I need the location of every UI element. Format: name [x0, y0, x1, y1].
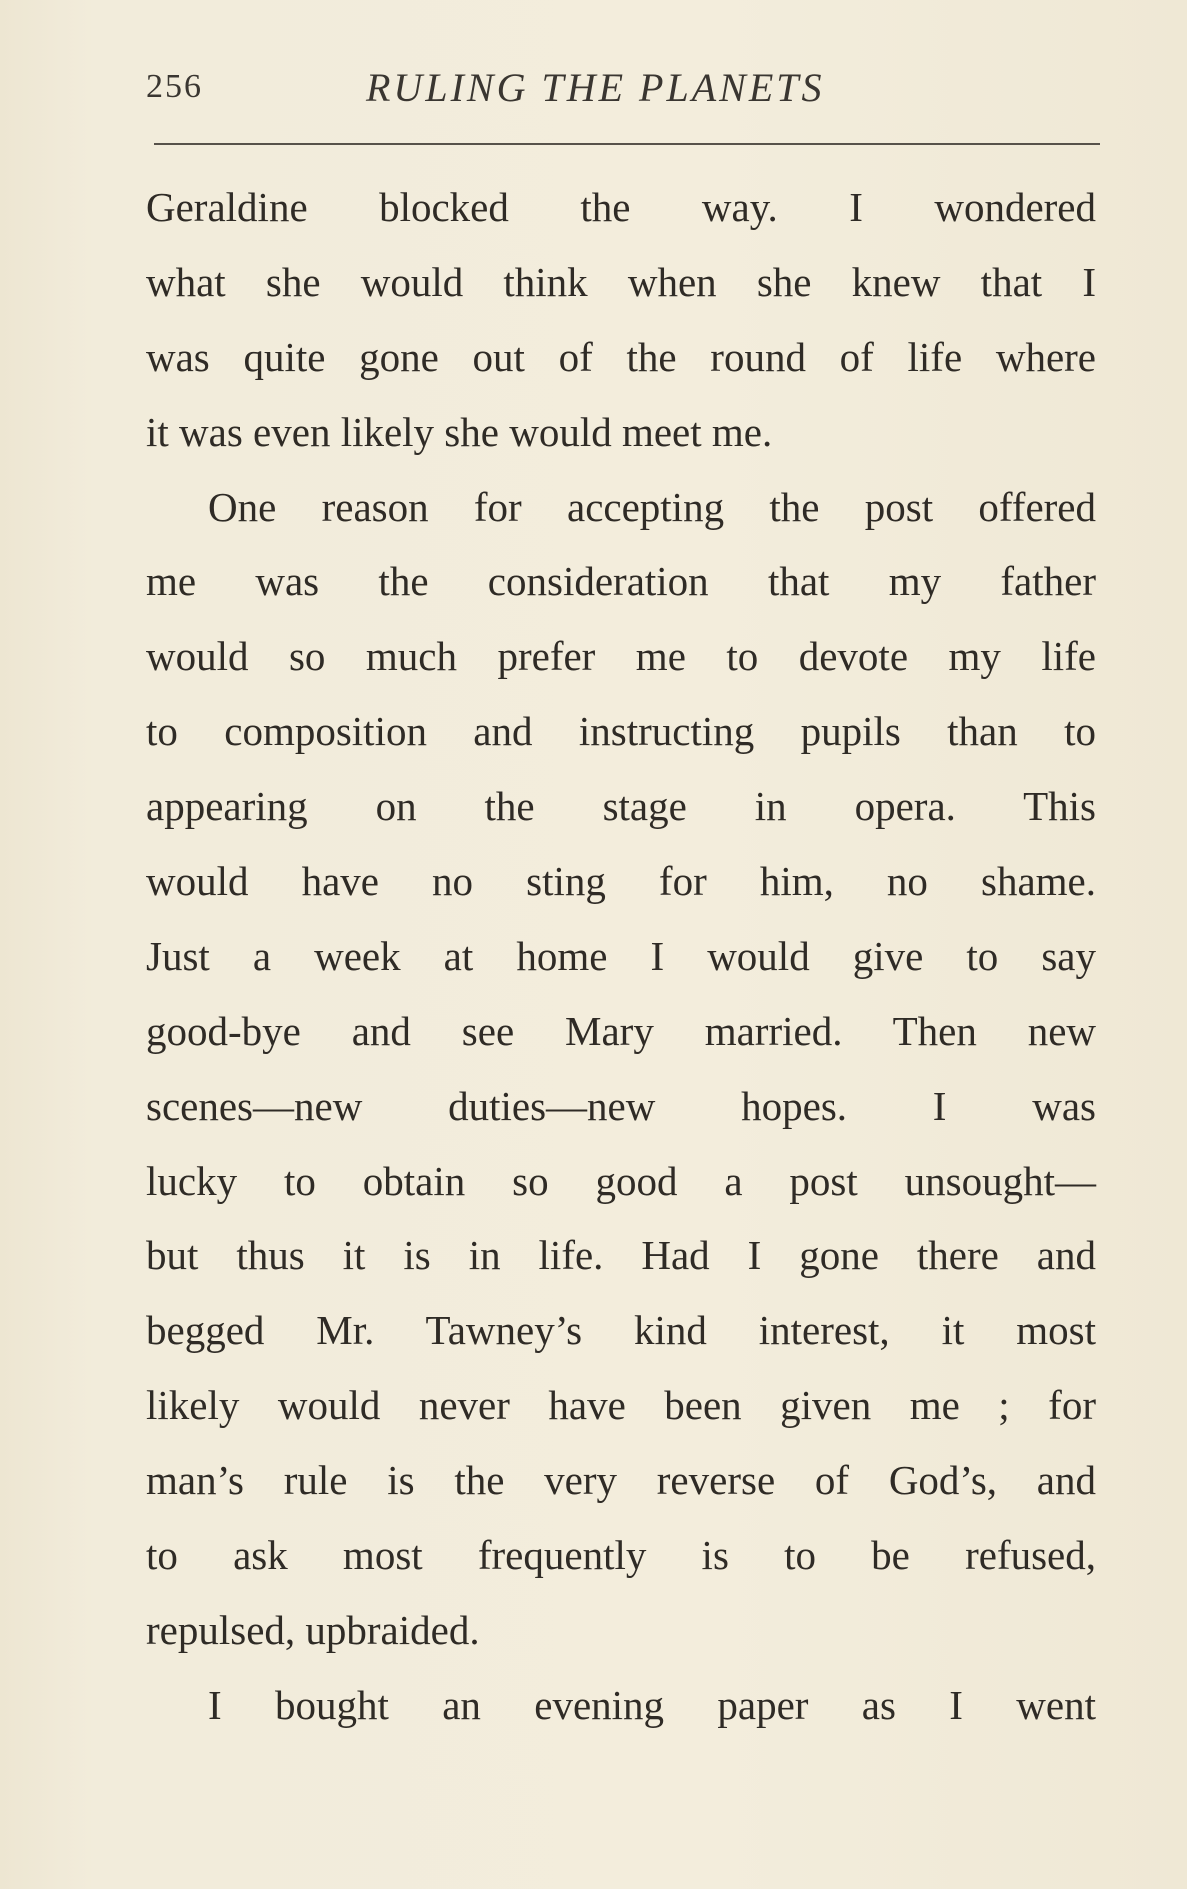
header-rule: [154, 143, 1100, 145]
text-line: lucky to obtain so good a post unsought—: [146, 1157, 1096, 1204]
running-header: [146, 62, 1100, 122]
text-line: would have no sting for him, no shame.: [146, 858, 1096, 905]
text-line: likely would never have been given me ; for: [146, 1382, 1096, 1429]
text-line: Geraldine blocked the way. I wondered: [146, 184, 1096, 230]
text-line: begged Mr. Tawney’s kind interest, it most: [146, 1307, 1096, 1354]
text-line: was quite gone out of the round of life where: [146, 333, 1096, 380]
paragraph-start-line: One reason for accepting the post offered: [208, 483, 1096, 530]
text-line: what she would think when she knew that I: [146, 258, 1096, 305]
text-line: repulsed, upbraided.: [146, 1606, 480, 1653]
text-line: appearing on the stage in opera. This: [146, 783, 1096, 830]
text-line: scenes—new duties—new hopes. I was: [146, 1082, 1096, 1129]
text-line: to ask most frequently is to be refused,: [146, 1532, 1096, 1579]
text-line: but thus it is in life. Had I gone there and: [146, 1232, 1096, 1279]
text-line: Just a week at home I would give to say: [146, 932, 1096, 979]
text-line: man’s rule is the very reverse of God’s, and: [146, 1457, 1096, 1504]
running-title: RULING THE PLANETS: [366, 65, 825, 110]
page-number: 256: [146, 68, 203, 105]
text-line: me was the consideration that my father: [146, 558, 1096, 605]
body-text: [146, 170, 1096, 1743]
text-line: it was even likely she would meet me.: [146, 408, 773, 455]
paragraph-start-line: I bought an evening paper as I went: [208, 1681, 1096, 1728]
text-line: would so much prefer me to devote my life: [146, 633, 1096, 680]
text-line: good-bye and see Mary married. Then new: [146, 1007, 1096, 1054]
text-line: to composition and instructing pupils than to: [146, 708, 1096, 755]
